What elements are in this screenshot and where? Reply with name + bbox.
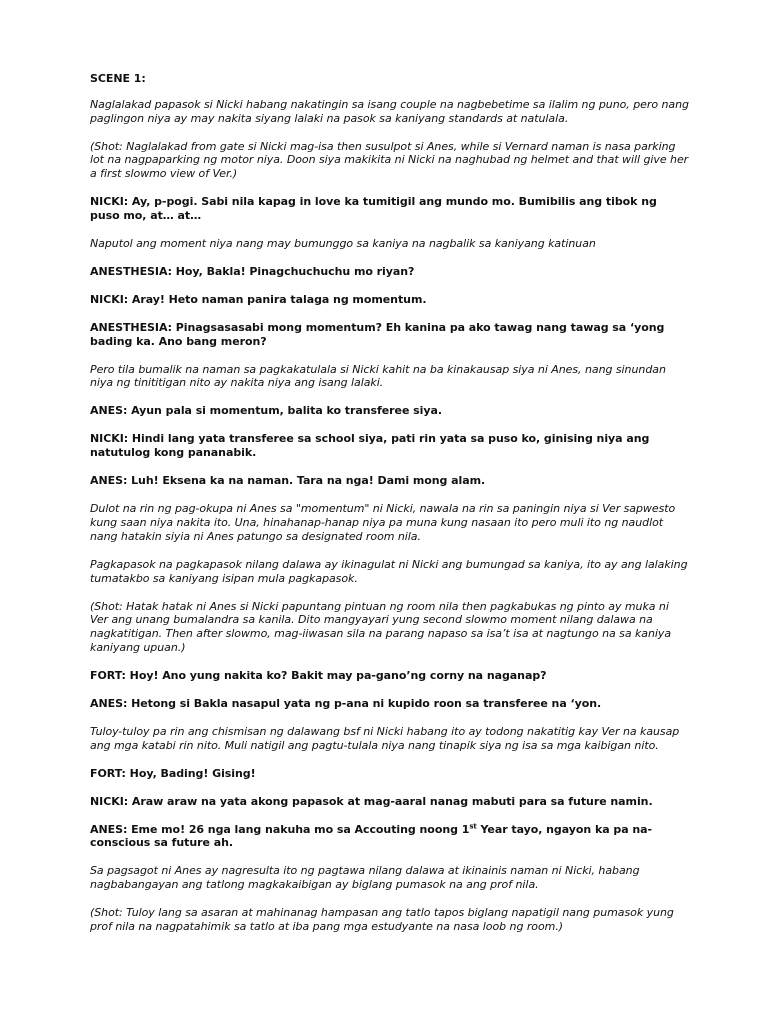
dialogue-line: ANESTHESIA: Hoy, Bakla! Pinagchuchuchu mo riyan? — [90, 264, 415, 278]
dialogue-line: NICKI: Aray! Heto naman panira talaga ng momentum. — [90, 292, 427, 306]
narration-paragraph: Tuloy-tuloy pa rin ang chismisan ng dalawang bsf ni Nicki habang ito ay todong nakatitig kay Ver na kausap ang mga katabi rin nito. Muli natigil ang pagtu-tulala niya nang tinapik siya ng isa sa mga kaibigan nito. — [90, 724, 680, 752]
document-page — [90, 72, 690, 948]
dialogue-line: NICKI: Ay, p-pogi. Sabi nila kapag in love ka tumitigil ang mundo mo. Bumibilis ang tibok ng puso mo, at… at… — [90, 195, 657, 222]
narration-paragraph: Naglalakad papasok si Nicki habang nakatingin sa isang couple na nagbebetime sa ilalim ng puno, pero nang paglingon niya ay may nakita siyang lalaki na pasok sa kaniyang standards at natulala. — [90, 97, 689, 125]
dialogue-line: FORT: Hoy! Ano yung nakita ko? Bakit may pa-gano’ng corny na naganap? — [90, 668, 547, 682]
shot-note-paragraph: (Shot: Hatak hatak ni Anes si Nicki papuntang pintuan ng room nila then pagkabukas ng pinto ay muka ni Ver ang unang bumalandra sa kanila. Dito mangyayari yung second slowmo moment nilang dalawa na nagkatitigan. Then after slowmo, mag-iiwasan sila na parang napaso sa isa’t isa at nagtungo na sa kaniya kaniyang upuan.) — [90, 599, 672, 654]
ordinal-superscript: st — [469, 822, 477, 830]
dialogue-line: NICKI: Hindi lang yata transferee sa school siya, pati rin yata sa puso ko, ginising niya ang natutulog kong pananabik. — [90, 432, 650, 460]
narration-paragraph: Naputol ang moment niya nang may bumunggo sa kaniya na nagbalik sa kaniyang katinuan — [90, 236, 596, 250]
dialogue-text-end: Year tayo, ngayon ka pa na-conscious sa future ah. — [90, 822, 653, 850]
dialogue-line: ANES: Ayun pala si momentum, balita ko transferee siya. — [90, 404, 442, 418]
shot-note-paragraph: (Shot: Naglalakad from gate si Nicki mag-isa then susulpot si Anes, while si Vernard naman is nasa parking lot na nagpaparking ng motor niya. Doon siya makikita ni Nicki na naghubad ng helmet and that will give her a first slowmo view of Ver.) — [90, 139, 689, 181]
dialogue-text-start: ANES: Eme mo! 26 nga lang nakuha mo sa Accouting noong 1 — [90, 822, 470, 836]
narration-paragraph: Pero tila bumalik na naman sa pagkakatulala si Nicki kahit na ba kinakausap siya ni Anes, nang sinundan niya ng tinititigan nito ay nakita niya ang isang lalaki. — [90, 362, 666, 390]
narration-paragraph: Pagkapasok na pagkapasok nilang dalawa ay ikinagulat ni Nicki ang bumungad sa kaniya, ito ay ang lalaking tumatakbo sa kaniyang isipan mula pagkapasok. — [90, 557, 688, 585]
shot-note-paragraph: (Shot: Tuloy lang sa asaran at mahinanag hampasan ang tatlo tapos biglang napatigil nang pumasok yung prof nila na nagpatahimik sa tatlo at iba pang mga estudyante na nasa loob ng room.) — [90, 906, 674, 934]
dialogue-line: FORT: Hoy, Bading! Gising! — [90, 766, 256, 780]
narration-paragraph: Sa pagsagot ni Anes ay nagresulta ito ng pagtawa nilang dalawa at ikinainis naman ni Nicki, habang nagbabangayan ang tatlong magkakaibigan ay biglang pumasok na ang prof nila. — [90, 864, 640, 892]
dialogue-line: ANESTHESIA: Pinagsasasabi mong momentum? Eh kanina pa ako tawag nang tawag sa ‘yong bading ka. Ano bang meron? — [90, 320, 665, 348]
scene-title: SCENE 1: — [90, 72, 146, 85]
narration-paragraph: Dulot na rin ng pag-okupa ni Anes sa "momentum" ni Nicki, nawala na rin sa paningin niya si Ver sapwesto kung saan niya nakita ito. Una, hinahanap-hanap niya pa muna kung nasaan ito pero muli ito ng naudlot nang hatakin siyia ni Anes patungo sa designated room nila. — [90, 502, 676, 543]
dialogue-line — [90, 823, 690, 851]
dialogue-line: ANES: Hetong si Bakla nasapul yata ng p-ana ni kupido roon sa transferee na ‘yon. — [90, 696, 602, 710]
dialogue-line: NICKI: Araw araw na yata akong papasok at mag-aaral nanag mabuti para sa future namin. — [90, 794, 653, 808]
dialogue-line: ANES: Luh! Eksena ka na naman. Tara na nga! Dami mong alam. — [90, 474, 486, 488]
